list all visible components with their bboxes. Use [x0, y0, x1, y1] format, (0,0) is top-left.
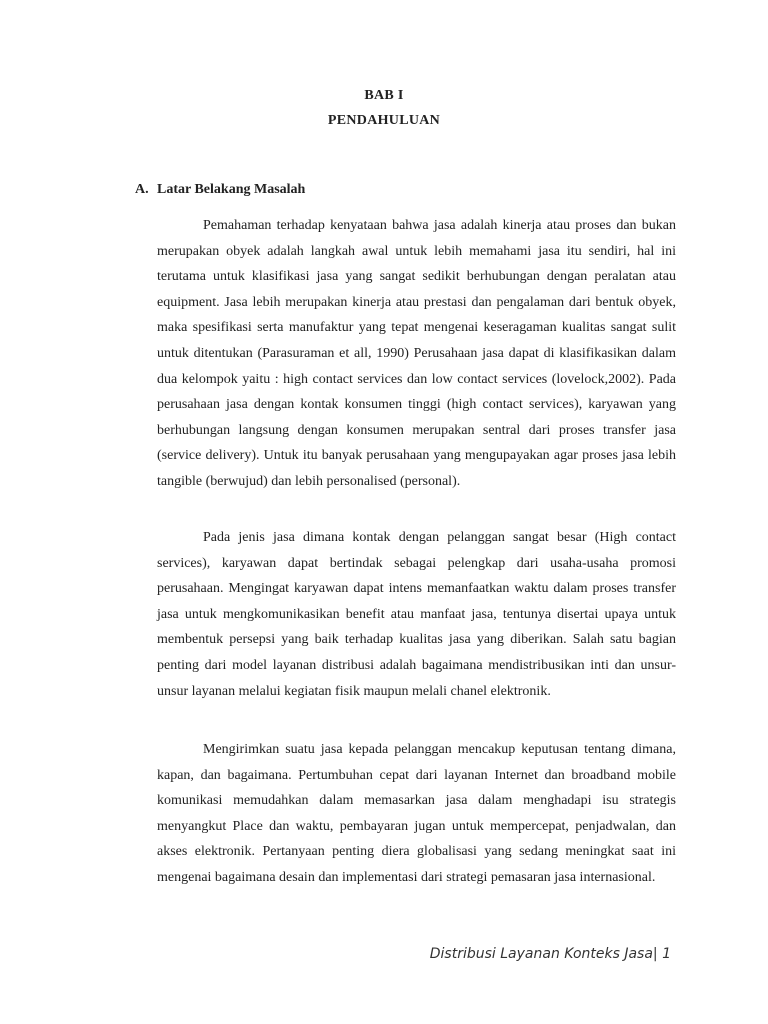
section-letter: A.	[135, 182, 149, 197]
paragraph-1	[157, 213, 676, 495]
paragraph-2-text: Pada jenis jasa dimana kontak dengan pelanggan sangat besar (High contact services), karyawan dapat bertindak sebagai pelengkap dari usaha-usaha promosi perusahaan. Mengingat karyawan dapat intens memanfaatkan waktu dalam proses transfer jasa untuk mengkomunikasikan benefit atau manfaat jasa, tentunya disertai upaya untuk membentuk persepsi yang baik terhadap kualitas jasa yang diberikan. Salah satu bagian penting dari model layanan distribusi adalah bagaimana mendistribusikan inti dan unsur-unsur layanan melalui kegiatan fisik maupun melali chanel elektronik.	[157, 530, 676, 699]
section-title: Latar Belakang Masalah	[157, 182, 306, 197]
paragraph-2	[157, 525, 676, 704]
paragraph-1-text: Pemahaman terhadap kenyataan bahwa jasa adalah kinerja atau proses dan bukan merupakan obyek adalah langkah awal untuk lebih memahami jasa itu sendiri, hal ini terutama untuk klasifikasi jasa yang sangat sedikit berhubungan dengan peralatan atau equipment. Jasa lebih merupakan kinerja atau prestasi dan pengalaman dari bentuk obyek, maka spesifikasi serta manufaktur yang tepat mengenai keseragaman kualitas sangat sulit untuk ditentukan (Parasuraman et all, 1990) Perusahaan jasa dapat di klasifikasikan dalam dua kelompok yaitu : high contact services dan low contact services (lovelock,2002). Pada perusahaan jasa dengan kontak konsumen tinggi (high contact services), karyawan yang berhubungan langsung dengan konsumen merupakan sentral dari proses transfer jasa (service delivery). Untuk itu banyak perusahaan yang mengupayakan agar proses jasa lebih tangible (berwujud) dan lebih personalised (personal).	[157, 218, 676, 489]
section-heading	[135, 182, 305, 198]
paragraph-3	[157, 737, 676, 891]
paragraph-3-text: Mengirimkan suatu jasa kepada pelanggan mencakup keputusan tentang dimana, kapan, dan bagaimana. Pertumbuhan cepat dari layanan Internet dan broadband mobile komunikasi memudahkan dalam memasarkan jasa dalam menghadapi isu strategis menyangkut Place dan waktu, pembayaran jugan untuk mempercepat, penjadwalan, dan akses elektronik. Pertanyaan penting diera globalisasi yang sedang meningkat saat ini mengenai bagaimana desain dan implementasi dari strategi pemasaran jasa internasional.	[157, 742, 676, 885]
chapter-number: BAB I	[364, 88, 404, 103]
page-footer: Distribusi Layanan Konteks Jasa| 1	[429, 946, 671, 962]
chapter-title: PENDAHULUAN	[327, 113, 441, 128]
